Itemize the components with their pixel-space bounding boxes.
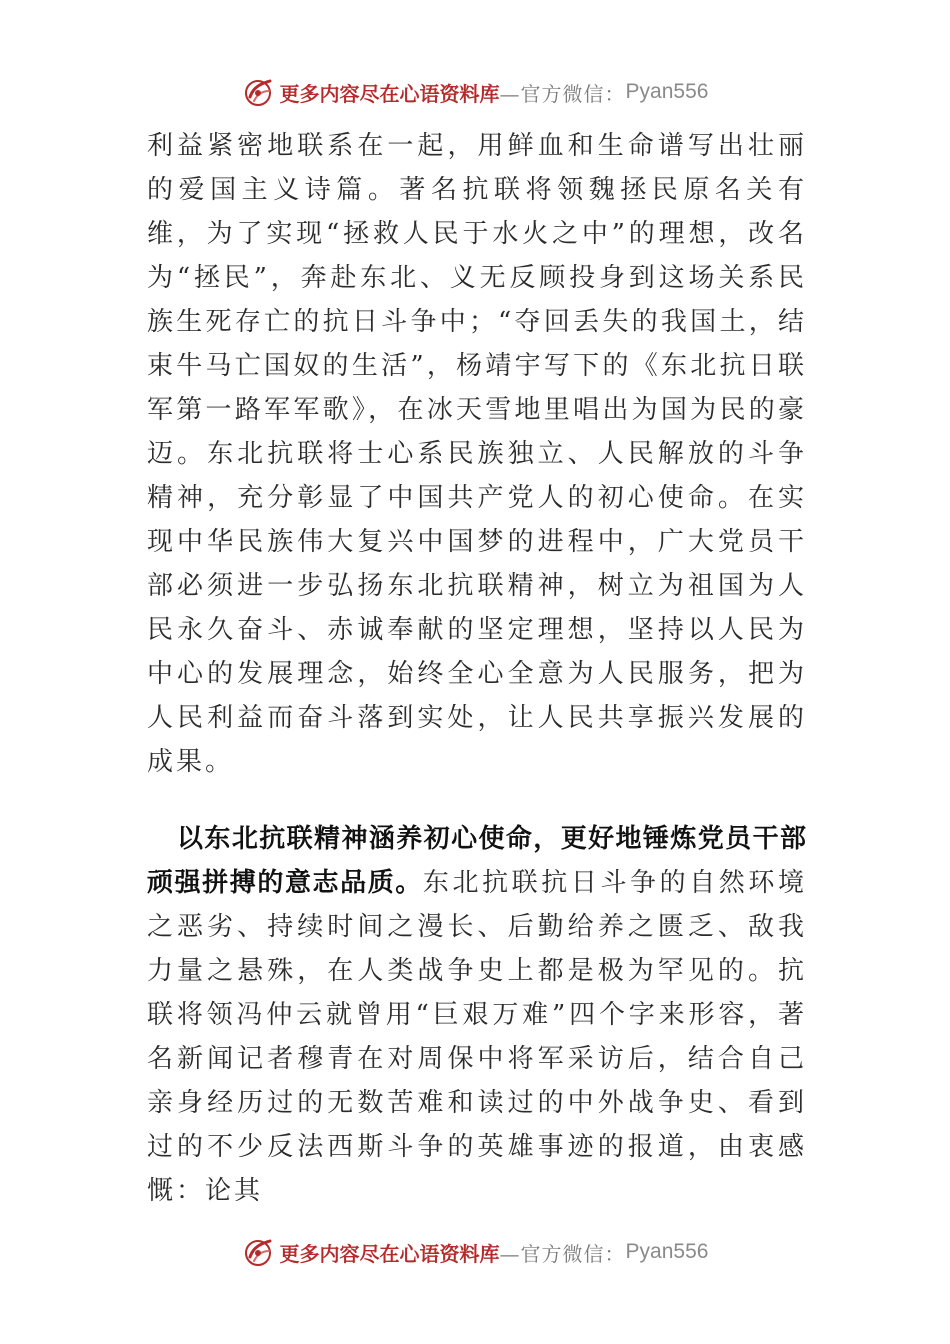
brand-logo-icon — [242, 75, 276, 109]
paragraph-1: 利益紧密地联系在一起，用鲜血和生命谱写出壮丽的爱国主义诗篇。著名抗联将领魏拯民原名关有维，为了实现“拯救人民于水火之中”的理想，改名为“拯民”，奔赴东北、义无反顾投身到这场关系民族生死存亡的抗日斗争中；“夺回丢失的我国土，结束牛马亡国奴的生活”，杨靖宇写下的《东北抗日联军第一路军军歌》，在冰天雪地里唱出为国为民的豪迈。东北抗联将士心系民族独立、人民解放的斗争精神，充分彰显了中国共产党人的初心使命。在实现中华民族伟大复兴中国梦的进程中，广大党员干部必须进一步弘扬东北抗联精神，树立为祖国为人民永久奋斗、赤诚奉献的坚定理想，坚持以人民为中心的发展理念，始终全心全意为人民服务，把为人民利益而奋斗落到实处，让人民共享振兴发展的成果。 — [147, 131, 807, 777]
brand-logo-icon — [242, 1235, 276, 1269]
header-banner — [0, 72, 950, 112]
footer-brand-text: 更多内容尽在心语资料库 — [279, 1241, 500, 1266]
footer-contact-label: —官方微信： — [499, 1241, 626, 1266]
header-contact-label: —官方微信： — [499, 81, 626, 106]
paragraph-2 — [147, 817, 807, 1213]
paragraph-2-text: 东北抗联抗日斗争的自然环境之恶劣、持续时间之漫长、后勤给养之匮乏、敌我力量之悬殊，在人类战争史上都是极为罕见的。抗联将领冯仲云就曾用“巨艰万难”四个字来形容，著名新闻记者穆青在对周保中将军采访后，结合自己亲身经历过的无数苦难和读过的中外战争史、看到过的不少反法西斯斗争的英雄事迹的报道，由衷感慨：论其 — [147, 868, 807, 1206]
footer-wechat-id: Pyan556 — [625, 1240, 709, 1263]
header-wechat-id: Pyan556 — [625, 80, 709, 103]
header-brand-text: 更多内容尽在心语资料库 — [279, 81, 500, 106]
document-body — [147, 124, 807, 1213]
paragraph-2-lead: 以东北抗联精神涵养初心使命，更好地锤炼党员干部顽强拼搏的意志品质。 — [147, 824, 807, 898]
footer-banner — [0, 1232, 950, 1272]
